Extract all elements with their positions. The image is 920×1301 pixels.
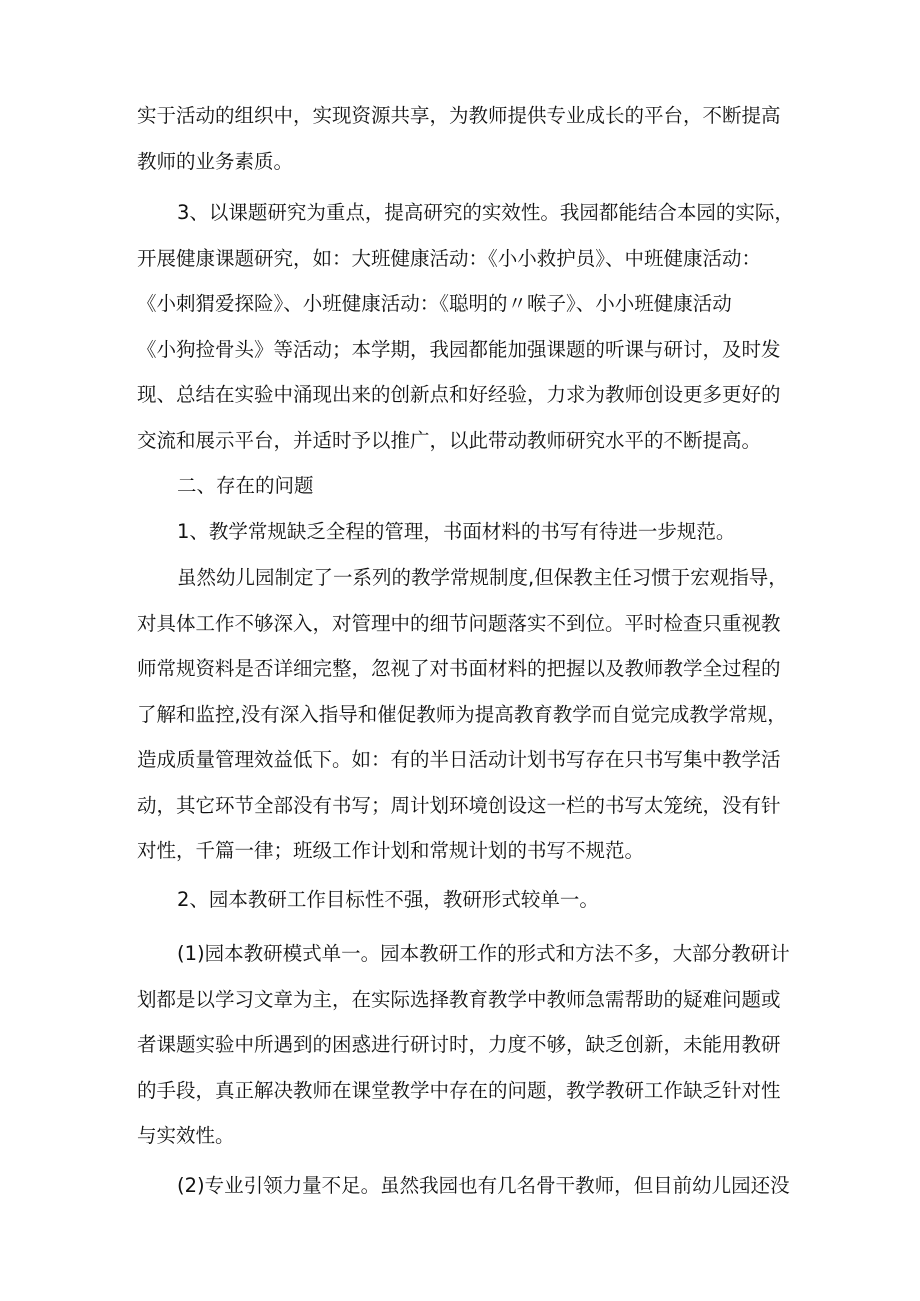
text-line: 造成质量管理效益低下。如：有的半日活动计划书写存在只书写集中教学活: [137, 748, 781, 771]
text-line: 《小狗捡骨头》等活动；本学期，我园都能加强课题的听课与研讨，及时发: [137, 337, 781, 361]
paragraph-item-3: [137, 190, 799, 463]
text-line: 师常规资料是否详细完整，忽视了对书面材料的把握以及教师教学全过程的: [137, 657, 781, 680]
text-line: 3、以课题研究为重点，提高研究的实效性。我园都能结合本园的实际，: [177, 201, 794, 224]
text-line: (1)园本教研模式单一。园本教研工作的形式和方法不多，大部分教研计: [177, 942, 790, 965]
paragraph-problem-2-title: [137, 877, 799, 923]
text-line: 者课题实验中所遇到的困惑进行研讨时，力度不够，缺乏创新，未能用教研: [137, 1033, 781, 1056]
text-line: 与实效性。: [137, 1124, 235, 1147]
section-title: 二、存在的问题: [177, 474, 314, 497]
text-line: 开展健康课题研究，如：大班健康活动：《小小救护员》、中班健康活动：: [137, 246, 762, 270]
text-line: 现、总结在实验中涌现出来的创新点和好经验，力求为教师创设更多更好的: [137, 383, 781, 406]
paragraph-continuation: [137, 93, 799, 184]
text-line: 动，其它环节全部没有书写；周计划环境创设这一栏的书写太笼统，没有针: [137, 793, 781, 817]
text-line: 了解和监控,没有深入指导和催促教师为提高教育教学而自觉完成教学常规，: [137, 702, 787, 726]
text-line: 交流和展示平台，并适时予以推广，以此带动教师研究水平的不断提高。: [137, 428, 762, 452]
paragraph-problem-1-title: [137, 509, 799, 555]
text-line: 2、园本教研工作目标性不强，教研形式较单一。: [177, 888, 599, 911]
text-line: 对性，千篇一律；班级工作计划和常规计划的书写不规范。: [137, 839, 645, 862]
text-line: 的手段，真正解决教师在课堂教学中存在的问题，教学教研工作缺乏针对性: [137, 1078, 781, 1102]
paragraph-problem-2-1: [137, 931, 799, 1159]
text-line: 教师的业务素质。: [137, 149, 294, 173]
text-line: (2)专业引领力量不足。虽然我园也有几名骨干教师，但目前幼儿园还没: [177, 1174, 790, 1197]
text-line: 虽然幼儿园制定了一系列的教学常规制度,但保教主任习惯于宏观指导，: [177, 566, 788, 589]
paragraph-problem-2-2: [137, 1163, 799, 1209]
text-line: 划都是以学习文章为主，在实际选择教育教学中教师急需帮助的疑难问题或: [137, 987, 781, 1011]
section-heading: [137, 463, 799, 509]
text-line: 《小刺猬爱探险》、小班健康活动：《聪明的〃喉子》、小小班健康活动: [137, 292, 732, 315]
text-line: 实于活动的组织中，实现资源共享，为教师提供专业成长的平台，不断提高: [137, 104, 781, 127]
text-line: 对具体工作不够深入，对管理中的细节问题落实不到位。平时检查只重视教: [137, 611, 781, 635]
text-line: 1、教学常规缺乏全程的管理，书面材料的书写有待进一步规范。: [177, 520, 736, 543]
paragraph-problem-1-body: [137, 555, 799, 874]
